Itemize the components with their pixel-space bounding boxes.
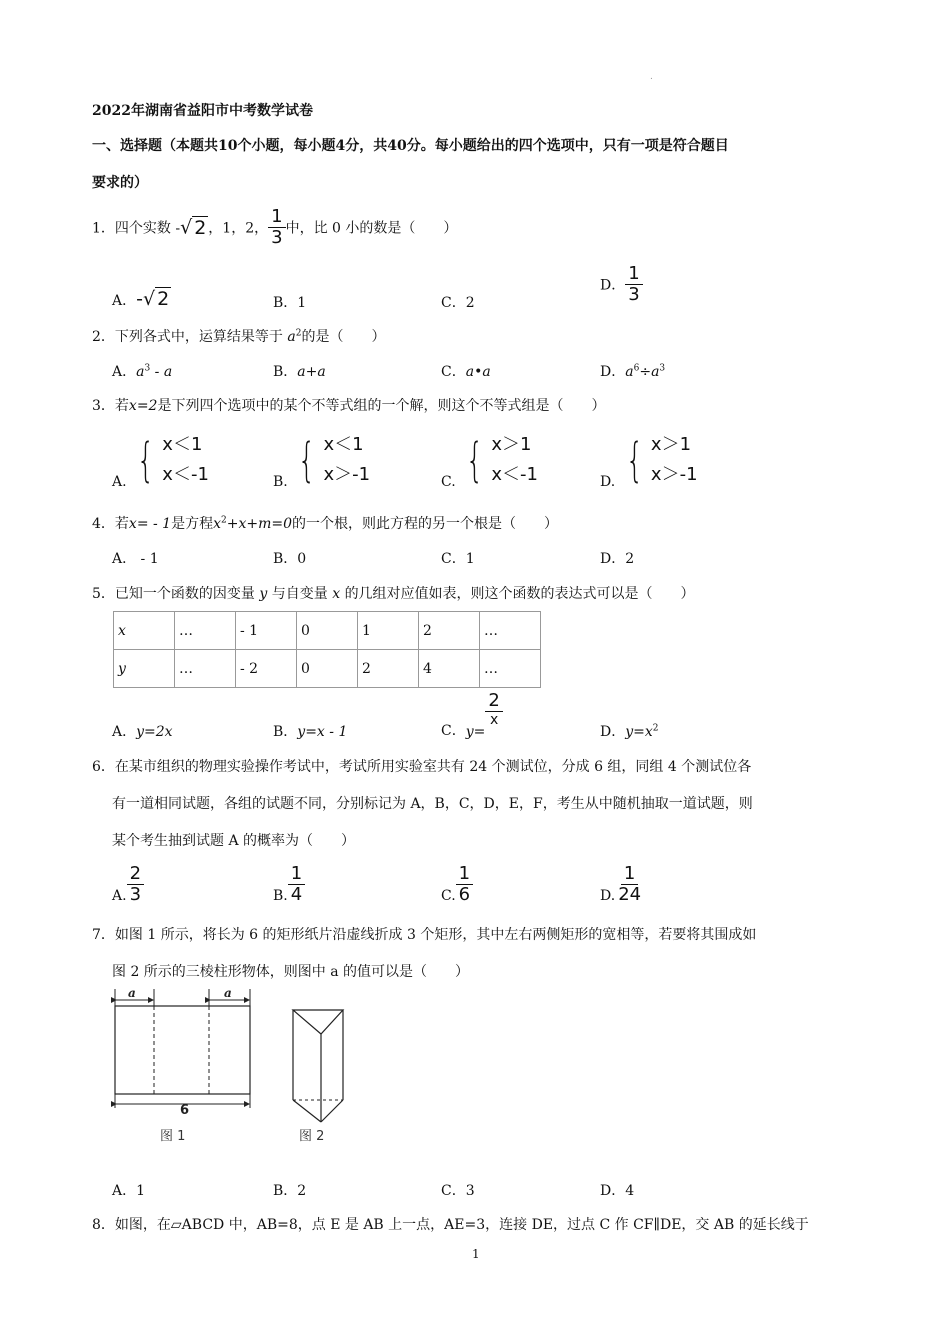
fig1-caption: 图 1 (160, 1129, 186, 1144)
q1-d-label: D． (600, 277, 626, 294)
q3-c-system (460, 430, 538, 490)
q6-b-label: B. (273, 888, 288, 904)
prism-edge (293, 1100, 321, 1122)
q1-d-num: 1 (625, 265, 642, 285)
question-1 (92, 208, 457, 247)
q5-d-base: y=x (625, 724, 653, 740)
question-6-line2: 有一道相同试题，各组的试题不同，分别标记为 A，B，C，D，E，F，考生从中随机抽取一道试题，则 (112, 796, 753, 812)
q5-y: y (259, 586, 268, 602)
question-6-line1: 6．在某市组织的物理实验操作考试中，考试所用实验室共有 24 个测试位，分成 6 组，同组 4 个测试位各 (92, 759, 752, 775)
q6-c-den: 6 (458, 884, 471, 905)
sqrt-symbol: √ 2 (180, 216, 207, 239)
q3-c-line1: x＞1 (491, 434, 532, 455)
q2-a-base: a (136, 364, 145, 380)
q1-d-fraction (625, 265, 642, 304)
q2-c-val: a•a (465, 364, 491, 380)
q1-suffix: 中，比 0 小的数是（ ） (285, 220, 458, 237)
q5-option-c (441, 692, 503, 740)
q5-c-num: 2 (485, 692, 502, 712)
table-cell: - 1 (236, 612, 297, 650)
q4-mid: 是方程 (171, 516, 214, 532)
page-title: 2022年湖南省益阳市中考数学试卷 (92, 103, 313, 119)
question-5 (92, 583, 695, 603)
prism-edge (321, 1100, 343, 1122)
q3-option-b (273, 430, 370, 490)
q6-c-num: 1 (456, 865, 473, 885)
q5-d-label: D． (600, 724, 626, 740)
table-cell: 1 (358, 612, 419, 650)
prism-top-face (293, 1010, 343, 1034)
q3-option-a (112, 430, 209, 490)
brace-icon: { (298, 433, 316, 487)
q2-a-exp: 3 (144, 363, 151, 374)
q5-c-fraction (485, 692, 502, 727)
q5-a-label: A． (112, 724, 137, 740)
table-cell: 4 (419, 650, 480, 688)
q1-fraction (268, 208, 285, 247)
q3-prefix: 3．若 (92, 398, 129, 414)
q3-b-line1: x＜1 (323, 434, 364, 455)
q5-suffix: 的几组对应值如表，则这个函数的表达式可以是（ ） (344, 586, 695, 602)
q1-radicand: 2 (194, 216, 207, 239)
q6-b-num: 1 (288, 865, 305, 885)
q2-exp: 2 (295, 328, 302, 339)
q1-option-c: C．2 (441, 295, 475, 311)
table-cell: 0 (297, 650, 358, 688)
q3-a-line2: x＜-1 (162, 464, 209, 485)
q6-d-fraction (615, 865, 644, 904)
q6-a-den: 3 (129, 884, 142, 905)
q6-c-label: C. (441, 888, 456, 904)
q6-option-d (600, 862, 644, 904)
q5-mid: 与自变量 (271, 586, 328, 602)
q1-frac-num: 1 (268, 208, 285, 228)
question-4 (92, 513, 558, 533)
q3-option-c (441, 430, 538, 490)
q3-suffix: 是下列四个选项中的某个不等式组的一个解，则这个不等式组是（ ） (157, 398, 606, 414)
fig1-a-left: a (128, 986, 136, 1000)
q5-b-val: y=x - 1 (297, 724, 348, 740)
q5-option-d (600, 721, 659, 741)
q4-eq-exp: 2 (221, 515, 227, 526)
q4-cond: x= - 1 (128, 516, 172, 532)
q2-d-base: a (625, 364, 634, 380)
q1-a-minus: - (136, 288, 143, 310)
q5-prefix: 5．已知一个函数的因变量 (92, 586, 255, 602)
value-table (113, 611, 541, 688)
question-3 (92, 395, 605, 415)
q4-option-a: A． - 1 (112, 551, 159, 567)
table-cell: - 2 (236, 650, 297, 688)
stray-dot: . (650, 72, 653, 82)
q3-cond: x=2 (128, 398, 158, 414)
q1-a-radicand: 2 (157, 288, 170, 310)
q4-eq-base: x (213, 516, 221, 532)
q4-suffix: 的一个根，则此方程的另一个根是（ ） (292, 516, 559, 532)
table-cell: … (480, 650, 541, 688)
q2-d-exp: 6 (633, 363, 640, 374)
q3-c-line2: x＜-1 (491, 464, 539, 485)
q5-x: x (332, 586, 341, 602)
q6-c-fraction (456, 865, 473, 904)
page-number: 1 (472, 1247, 480, 1261)
paper-rectangle (115, 1006, 250, 1094)
q6-a-num: 2 (127, 865, 144, 885)
q2-a-rest: - a (150, 364, 173, 380)
q3-d-label: D. (600, 474, 616, 490)
q6-d-num: 1 (621, 865, 638, 885)
q5-d-exp: 2 (652, 723, 659, 734)
q3-d-line1: x＞1 (650, 434, 692, 455)
fig2-caption: 图 2 (299, 1129, 325, 1144)
q2-d-exp2: 3 (659, 363, 666, 374)
q5-c-den: x (489, 712, 499, 728)
brace-icon: { (136, 433, 155, 487)
q5-a-val: y=2x (136, 724, 173, 740)
brace-icon: { (465, 433, 484, 487)
question-7-line2: 图 2 所示的三棱柱形物体，则图中 a 的值可以是（ ） (112, 964, 470, 980)
q3-d-line2: x＞-1 (650, 464, 698, 485)
table-cell: … (480, 612, 541, 650)
table-cell: x (114, 612, 175, 650)
q2-d-base2: a (651, 364, 660, 380)
fig1-a-right: a (224, 986, 232, 1000)
table-cell: 2 (358, 650, 419, 688)
q2-suffix: 的是（ ） (301, 329, 386, 345)
q7-option-c: C．3 (441, 1183, 475, 1199)
q6-b-fraction (288, 865, 305, 904)
q6-a-label: A. (112, 888, 127, 904)
q7-option-b: B．2 (273, 1183, 307, 1199)
q3-a-system (131, 430, 209, 490)
q2-var: a (287, 329, 296, 345)
q1-option-a (112, 288, 171, 310)
section-heading-line2: 要求的） (92, 175, 148, 191)
q2-option-b (273, 361, 326, 381)
q2-option-c (441, 361, 491, 381)
table-cell: y (114, 650, 175, 688)
q1-d-den: 3 (628, 284, 640, 305)
q5-option-a (112, 721, 173, 741)
q1-prefix: 1．四个实数 - (92, 220, 181, 237)
q2-b-label: B． (273, 364, 298, 380)
q1-a-sqrt: -√ 2 (136, 288, 170, 310)
q2-text: 2．下列各式中，运算结果等于 (92, 329, 283, 345)
q3-a-label: A. (112, 474, 127, 490)
table-cell: 2 (419, 612, 480, 650)
question-8-line1: 8．如图，在▱ABCD 中，AB=8，点 E 是 AB 上一点，AE=3，连接 DE，过点 C 作 CF∥DE，交 AB 的延长线于 (92, 1217, 809, 1233)
q4-option-d: D．2 (600, 551, 635, 567)
q5-option-b (273, 721, 347, 741)
table-cell: 0 (297, 612, 358, 650)
brace-icon: { (625, 433, 644, 487)
q6-a-fraction (127, 865, 144, 904)
q2-option-d (600, 361, 665, 381)
q6-option-a (112, 862, 144, 904)
figure-2 (285, 996, 360, 1148)
q3-d-system (620, 430, 698, 490)
q7-option-d: D．4 (600, 1183, 635, 1199)
q4-option-c: C．1 (441, 551, 475, 567)
q1-option-d (600, 265, 643, 304)
q3-b-system (292, 430, 370, 490)
q6-option-c (441, 862, 473, 904)
section-heading-line1: 一、选择题（本题共10个小题，每小题4分，共40分。每小题给出的四个选项中，只有一项是符合题目 (92, 138, 729, 154)
q5-c-label: C． (441, 723, 466, 739)
question-6-line3: 某个考生抽到试题 A 的概率为（ ） (112, 833, 356, 849)
figure-1 (108, 986, 268, 1151)
q6-d-label: D. (600, 888, 616, 904)
q2-a-label: A． (112, 364, 137, 380)
q3-b-line2: x＞-1 (323, 464, 371, 485)
q5-b-label: B． (273, 724, 298, 740)
q6-b-den: 4 (290, 884, 303, 905)
q1-mid: ，1，2， (208, 220, 269, 237)
table-row (114, 612, 541, 650)
q4-prefix: 4．若 (92, 516, 129, 532)
q2-d-div: ÷ (639, 364, 652, 380)
q2-c-label: C． (441, 364, 466, 380)
q4-option-b: B．0 (273, 551, 307, 567)
q1-frac-den: 3 (271, 227, 283, 248)
q3-b-label: B. (273, 474, 288, 490)
q1-a-label: A． (112, 293, 137, 309)
q5-c-left: y= (465, 724, 486, 740)
q6-d-den: 24 (618, 884, 642, 905)
q4-eq-rest: +x+m=0 (226, 516, 293, 532)
q2-d-label: D． (600, 364, 626, 380)
q2-option-a (112, 361, 172, 381)
q7-option-a: A．1 (112, 1183, 146, 1199)
q1-option-b: B．1 (273, 295, 307, 311)
question-2 (92, 326, 385, 346)
q6-option-b (273, 862, 305, 904)
q2-b-val: a+a (297, 364, 326, 380)
table-cell: … (175, 650, 236, 688)
question-7-line1: 7．如图 1 所示，将长为 6 的矩形纸片沿虚线折成 3 个矩形，其中左右两侧矩形的宽相等，若要将其围成如 (92, 927, 757, 943)
table-cell: … (175, 612, 236, 650)
q3-option-d (600, 430, 698, 490)
q3-a-line1: x＜1 (162, 434, 203, 455)
table-row (114, 650, 541, 688)
q3-c-label: C. (441, 474, 456, 490)
fig1-length-label: 6 (180, 1103, 190, 1118)
